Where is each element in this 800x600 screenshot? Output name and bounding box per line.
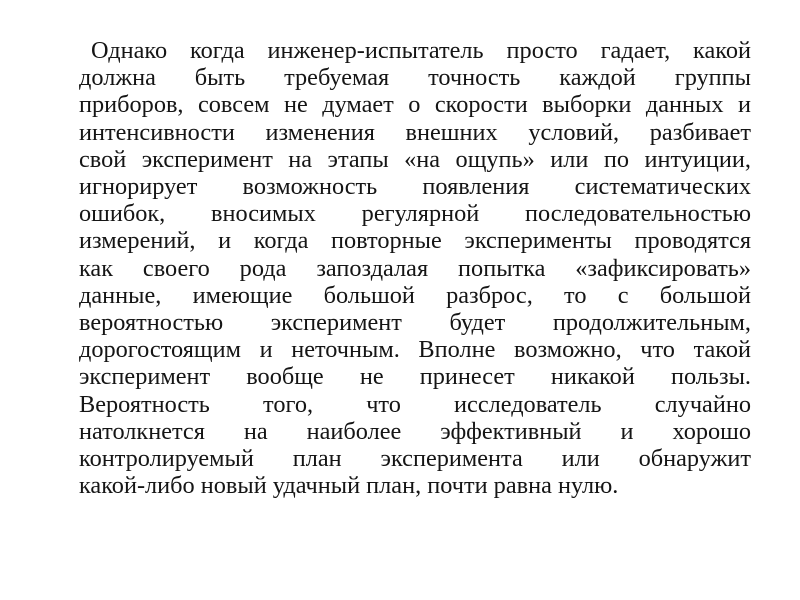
paragraph-line: какой-либо новый удачный план, почти равна нулю. [79,472,619,500]
paragraph-line: эксперимент вообще не принесет никакой пользы. [79,363,751,391]
paragraph-line: свой эксперимент на этапы «на ощупь» или по интуиции, [79,145,751,173]
paragraph-line: Однако когда инженер-испытатель просто гадает, какой [91,37,751,64]
paragraph-line: контролируемый план эксперимента или обнаружит [79,445,751,473]
paragraph-line: дорогостоящим и неточным. Вполне возможно, что такой [79,336,751,364]
paragraph-line: Вероятность того, что исследователь случайно [79,390,751,418]
paragraph-line: игнорирует возможность появления систематических [79,173,751,201]
paragraph-line: интенсивности изменения внешних условий, разбивает [79,118,751,146]
paragraph-line: вероятностью эксперимент будет продолжительным, [79,309,751,337]
paragraph-line: данные, имеющие большой разброс, то с большой [79,281,751,309]
paragraph-line: ошибок, вносимых регулярной последовательностью [79,200,751,228]
paragraph-line: должна быть требуемая точность каждой группы [79,64,751,92]
paragraph-line: приборов, совсем не думает о скорости выборки данных и [79,91,751,119]
paragraph-line: натолкнется на наиболее эффективный и хорошо [79,417,751,445]
paragraph-line: как своего рода запоздалая попытка «зафиксировать» [79,254,751,282]
paragraph [79,37,751,499]
paragraph-line: измерений, и когда повторные эксперименты проводятся [79,227,751,255]
